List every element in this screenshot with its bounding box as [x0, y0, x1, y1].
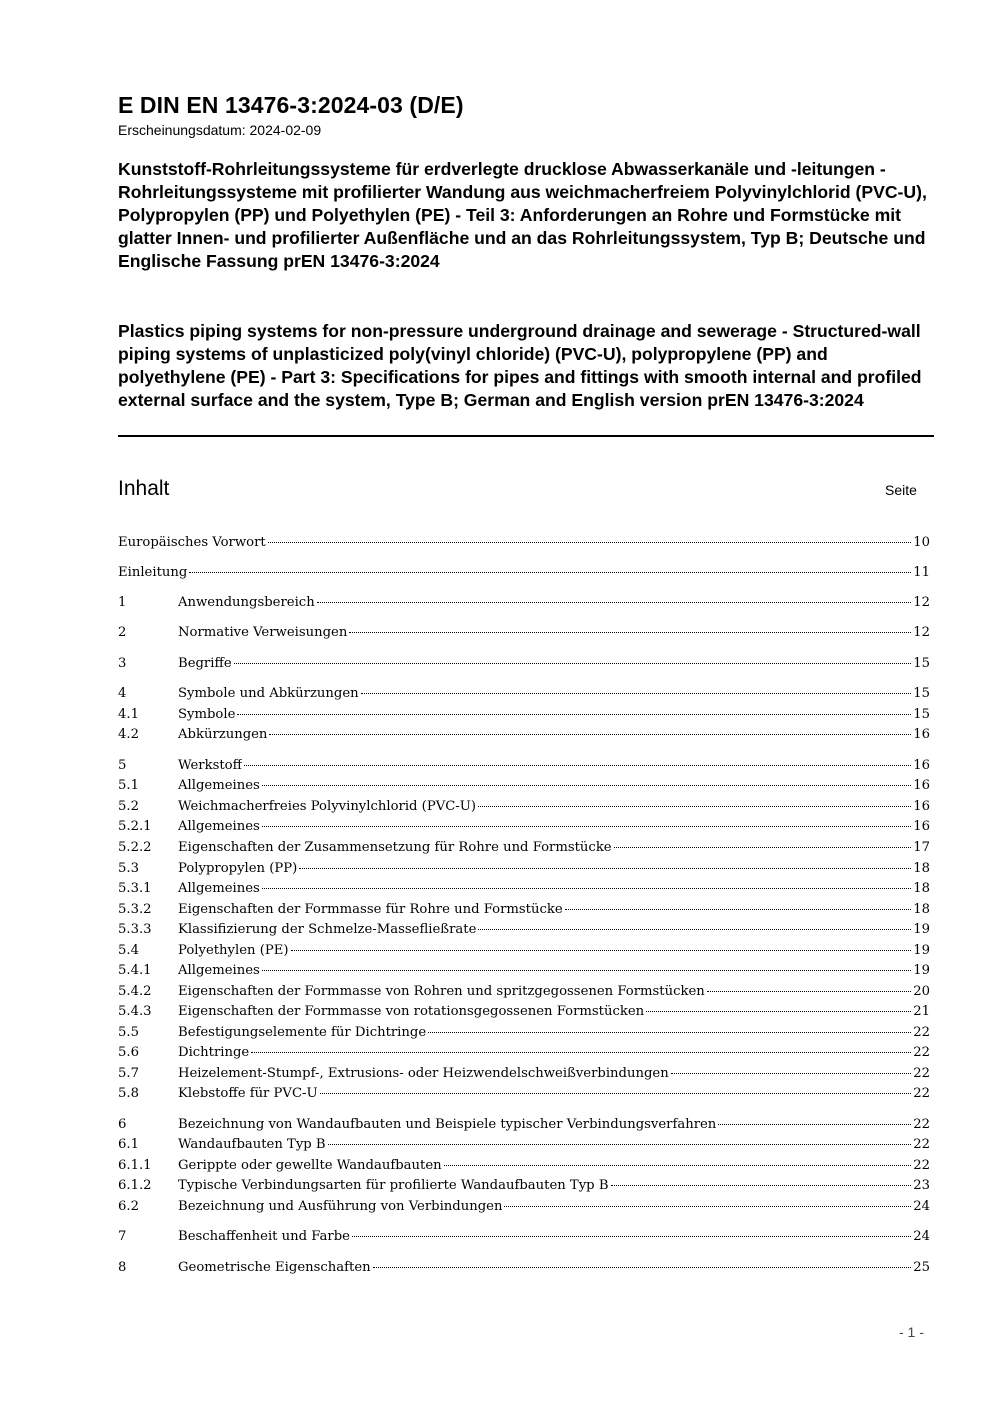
toc-entry-page: 18 — [913, 881, 930, 896]
toc-entry-title: Allgemeines — [178, 819, 260, 834]
toc-entry-title: Beschaffenheit und Farbe — [178, 1229, 350, 1244]
toc-entry-page: 15 — [913, 707, 930, 722]
toc-entry-page: 22 — [913, 1066, 930, 1081]
toc-dot-leader — [565, 909, 912, 910]
toc-entry-title: Eigenschaften der Formmasse von rotationsgegossenen Formstücken — [178, 1004, 645, 1019]
toc-entry-number: 5.1 — [118, 778, 139, 793]
toc-entry-title: Polypropylen (PP) — [178, 861, 298, 876]
toc-entry-title: Eigenschaften der Zusammensetzung für Rohre und Formstücke — [178, 840, 612, 855]
toc-entry-page: 22 — [913, 1086, 930, 1101]
toc-dot-leader — [478, 929, 911, 930]
toc-dot-leader — [361, 693, 912, 694]
toc-entry[interactable] — [118, 838, 930, 858]
toc-entry[interactable] — [118, 1135, 930, 1155]
toc-entry-title: Typische Verbindungsarten für profilierte Wandaufbauten Typ B — [178, 1178, 609, 1193]
toc-entry-title: Klebstoffe für PVC-U — [178, 1086, 318, 1101]
toc-entry-number: 5 — [118, 758, 127, 773]
toc-entry[interactable] — [118, 1043, 930, 1063]
toc-dot-leader — [718, 1124, 911, 1125]
toc-entry-page: 18 — [913, 861, 930, 876]
toc-entry-number: 5.3.2 — [118, 902, 152, 917]
toc-dot-leader — [611, 1185, 912, 1186]
toc-entry-number: 5.2.1 — [118, 819, 152, 834]
toc-dot-leader — [328, 1144, 912, 1145]
toc-entry-number: 6.2 — [118, 1199, 139, 1214]
toc-dot-leader — [262, 785, 911, 786]
toc-dot-leader — [478, 806, 911, 807]
toc-entry-number: 6.1 — [118, 1137, 139, 1152]
toc-entry[interactable] — [118, 1023, 930, 1043]
toc-entry-page: 22 — [913, 1025, 930, 1040]
toc-entry-number: 7 — [118, 1229, 127, 1244]
toc-entry-page: 19 — [913, 922, 930, 937]
toc-entry-title: Werkstoff — [178, 758, 242, 773]
toc-entry-title: Eigenschaften der Formmasse von Rohren und spritzgegossenen Formstücken — [178, 984, 705, 999]
toc-entry[interactable] — [118, 1176, 930, 1196]
toc-entry[interactable] — [118, 900, 930, 920]
toc-entry-number: 5.2.2 — [118, 840, 152, 855]
toc-entry-page: 17 — [913, 840, 930, 855]
toc-entry[interactable] — [118, 623, 930, 643]
toc-entry[interactable] — [118, 961, 930, 981]
toc-entry-page: 15 — [913, 656, 930, 671]
toc-entry-page: 22 — [913, 1137, 930, 1152]
toc-dot-leader — [262, 826, 911, 827]
toc-entry[interactable] — [118, 1156, 930, 1176]
title-german: Kunststoff-Rohrleitungssysteme für erdverlegte drucklose Abwasserkanäle und -leitungen - Rohrleitungssysteme mit profilierter Wandung aus weichmacherfreiem Polyvinylchlorid (PVC-U), Polypropylen (PP) und Polyethylen (PE) - Teil 3: Anforderungen an Rohre und Formstücke mit glatter Innen- und profilierter Außenfläche und an das Rohrleitungssystem, Typ B; Deutsche und Englische Fassung prEN 13476-3:2024 — [118, 159, 927, 271]
toc-entry[interactable] — [118, 705, 930, 725]
toc-entry-number: 5.3.1 — [118, 881, 152, 896]
toc-entry[interactable] — [118, 684, 930, 704]
toc-entry-title: Symbole — [178, 707, 236, 722]
toc-entry[interactable] — [118, 1115, 930, 1135]
toc-dot-leader — [269, 734, 911, 735]
toc-dot-leader — [237, 714, 911, 715]
toc-entry[interactable] — [118, 654, 930, 674]
toc-entry-title: Einleitung — [118, 565, 188, 580]
toc-entry-page: 16 — [913, 819, 930, 834]
toc-entry[interactable] — [118, 817, 930, 837]
toc-entry-title: Begriffe — [178, 656, 232, 671]
toc-entry-page: 22 — [913, 1045, 930, 1060]
toc-entry-number: 5.7 — [118, 1066, 139, 1081]
toc-entry-number: 1 — [118, 595, 127, 610]
toc-entry[interactable] — [118, 879, 930, 899]
toc-dot-leader — [614, 847, 912, 848]
toc-entry-page: 22 — [913, 1117, 930, 1132]
toc-entry-page: 15 — [913, 686, 930, 701]
toc-entry-title: Allgemeines — [178, 963, 260, 978]
toc-entry-title: Dichtringe — [178, 1045, 250, 1060]
toc-entry-title: Polyethylen (PE) — [178, 943, 289, 958]
toc-dot-leader — [671, 1073, 911, 1074]
toc-entry-title: Allgemeines — [178, 881, 260, 896]
toc-entry-page: 10 — [913, 535, 930, 550]
toc-entry-page: 21 — [913, 1004, 930, 1019]
toc-dot-leader — [251, 1052, 911, 1053]
toc-entry[interactable] — [118, 1002, 930, 1022]
toc-entry-page: 16 — [913, 758, 930, 773]
toc-entry-title: Gerippte oder gewellte Wandaufbauten — [178, 1158, 442, 1173]
toc-entry[interactable] — [118, 563, 930, 583]
toc-entry[interactable] — [118, 1197, 930, 1217]
toc-entry-title: Bezeichnung von Wandaufbauten und Beispiele typischer Verbindungsverfahren — [178, 1117, 717, 1132]
toc-entry-title: Klassifizierung der Schmelze-Massefließrate — [178, 922, 477, 937]
toc-entry-number: 6.1.2 — [118, 1178, 152, 1193]
publication-date: Erscheinungsdatum: 2024-02-09 — [118, 122, 322, 138]
toc-entry-page: 19 — [913, 943, 930, 958]
toc-entry-number: 5.5 — [118, 1025, 139, 1040]
toc-entry[interactable] — [118, 533, 930, 553]
toc-entry-page: 20 — [913, 984, 930, 999]
toc-entry-page: 16 — [913, 778, 930, 793]
toc-entry-page: 19 — [913, 963, 930, 978]
toc-entry[interactable] — [118, 1064, 930, 1084]
toc-dot-leader — [707, 991, 911, 992]
toc-dot-leader — [189, 572, 911, 573]
document-id: E DIN EN 13476-3:2024-03 (D/E) — [118, 92, 464, 118]
toc-dot-leader — [291, 950, 912, 951]
title-divider — [118, 435, 934, 437]
toc-entry-page: 16 — [913, 727, 930, 742]
toc-entry-number: 5.3 — [118, 861, 139, 876]
toc-entry-page: 23 — [913, 1178, 930, 1193]
toc-entry-page: 16 — [913, 799, 930, 814]
toc-entry[interactable] — [118, 941, 930, 961]
toc-entry[interactable] — [118, 1227, 930, 1247]
toc-dot-leader — [234, 663, 912, 664]
toc-entry-number: 4 — [118, 686, 127, 701]
toc-dot-leader — [428, 1032, 911, 1033]
toc-entry-title: Heizelement-Stumpf-, Extrusions- oder Heizwendelschweißverbindungen — [178, 1066, 669, 1081]
toc-entry[interactable] — [118, 797, 930, 817]
title-english: Plastics piping systems for non-pressure underground drainage and sewerage - Structured-wall piping systems of unplasticized poly(vinyl chloride) (PVC-U), polypropylene (PP) and polyethylene (PE) - Part 3: Specifications for pipes and fittings with smooth internal and profiled external surface and the system, Type B; German and English version prEN 13476-3:2024 — [118, 321, 922, 410]
toc-entry-number: 4.2 — [118, 727, 139, 742]
toc-page-column-label: Seite — [885, 482, 917, 498]
toc-entry-title: Symbole und Abkürzungen — [178, 686, 359, 701]
toc-dot-leader — [299, 868, 911, 869]
toc-entry-title: Eigenschaften der Formmasse für Rohre und Formstücke — [178, 902, 563, 917]
toc-entry-title: Allgemeines — [178, 778, 260, 793]
toc-entry-page: 24 — [913, 1229, 930, 1244]
toc-entry-number: 2 — [118, 625, 127, 640]
toc-entry-title: Weichmacherfreies Polyvinylchlorid (PVC-U) — [178, 799, 477, 814]
toc-dot-leader — [268, 542, 912, 543]
toc-dot-leader — [349, 632, 911, 633]
toc-entry-number: 5.4.1 — [118, 963, 152, 978]
toc-entry-number: 5.3.3 — [118, 922, 152, 937]
toc-entry[interactable] — [118, 920, 930, 940]
page-number: - 1 - — [899, 1324, 924, 1340]
toc-entry-page: 22 — [913, 1158, 930, 1173]
toc-dot-leader — [352, 1236, 911, 1237]
toc-dot-leader — [504, 1206, 911, 1207]
toc-entry-title: Wandaufbauten Typ B — [178, 1137, 326, 1152]
toc-entry-title: Europäisches Vorwort — [118, 535, 266, 550]
toc-entry-title: Abkürzungen — [178, 727, 268, 742]
toc-entry-number: 5.8 — [118, 1086, 139, 1101]
toc-entry-number: 8 — [118, 1260, 127, 1275]
toc-entry-number: 5.6 — [118, 1045, 139, 1060]
toc-entry-number: 5.4 — [118, 943, 139, 958]
toc-dot-leader — [317, 602, 912, 603]
toc-entry[interactable] — [118, 593, 930, 613]
toc-entry[interactable] — [118, 725, 930, 745]
toc-entry-title: Bezeichnung und Ausführung von Verbindungen — [178, 1199, 503, 1214]
toc-entry-page: 24 — [913, 1199, 930, 1214]
toc-entry-title: Befestigungselemente für Dichtringe — [178, 1025, 427, 1040]
toc-entry-page: 12 — [913, 595, 930, 610]
toc-entry[interactable] — [118, 859, 930, 879]
toc-entry-page: 12 — [913, 625, 930, 640]
toc-entry-number: 6 — [118, 1117, 127, 1132]
toc-entry[interactable] — [118, 756, 930, 776]
toc-entry-title: Geometrische Eigenschaften — [178, 1260, 371, 1275]
toc-entry[interactable] — [118, 776, 930, 796]
toc-entry-number: 5.2 — [118, 799, 139, 814]
toc-entry[interactable] — [118, 982, 930, 1002]
toc-dot-leader — [320, 1093, 912, 1094]
toc-dot-leader — [262, 970, 911, 971]
toc-entry-page: 25 — [913, 1260, 930, 1275]
toc-dot-leader — [646, 1011, 911, 1012]
toc-entry-title: Anwendungsbereich — [178, 595, 315, 610]
toc-entry-number: 5.4.3 — [118, 1004, 152, 1019]
toc-heading: Inhalt — [118, 477, 170, 500]
toc-entry-number: 6.1.1 — [118, 1158, 152, 1173]
toc-entry-page: 18 — [913, 902, 930, 917]
toc-entry[interactable] — [118, 1258, 930, 1278]
toc-dot-leader — [444, 1165, 912, 1166]
toc-entry-number: 4.1 — [118, 707, 139, 722]
toc-dot-leader — [373, 1267, 912, 1268]
toc-entry-page: 11 — [913, 565, 930, 580]
toc-dot-leader — [262, 888, 911, 889]
toc-entry[interactable] — [118, 1084, 930, 1104]
toc-entry-number: 5.4.2 — [118, 984, 152, 999]
toc-entry-number: 3 — [118, 656, 127, 671]
toc-dot-leader — [244, 765, 911, 766]
toc-entry-title: Normative Verweisungen — [178, 625, 348, 640]
